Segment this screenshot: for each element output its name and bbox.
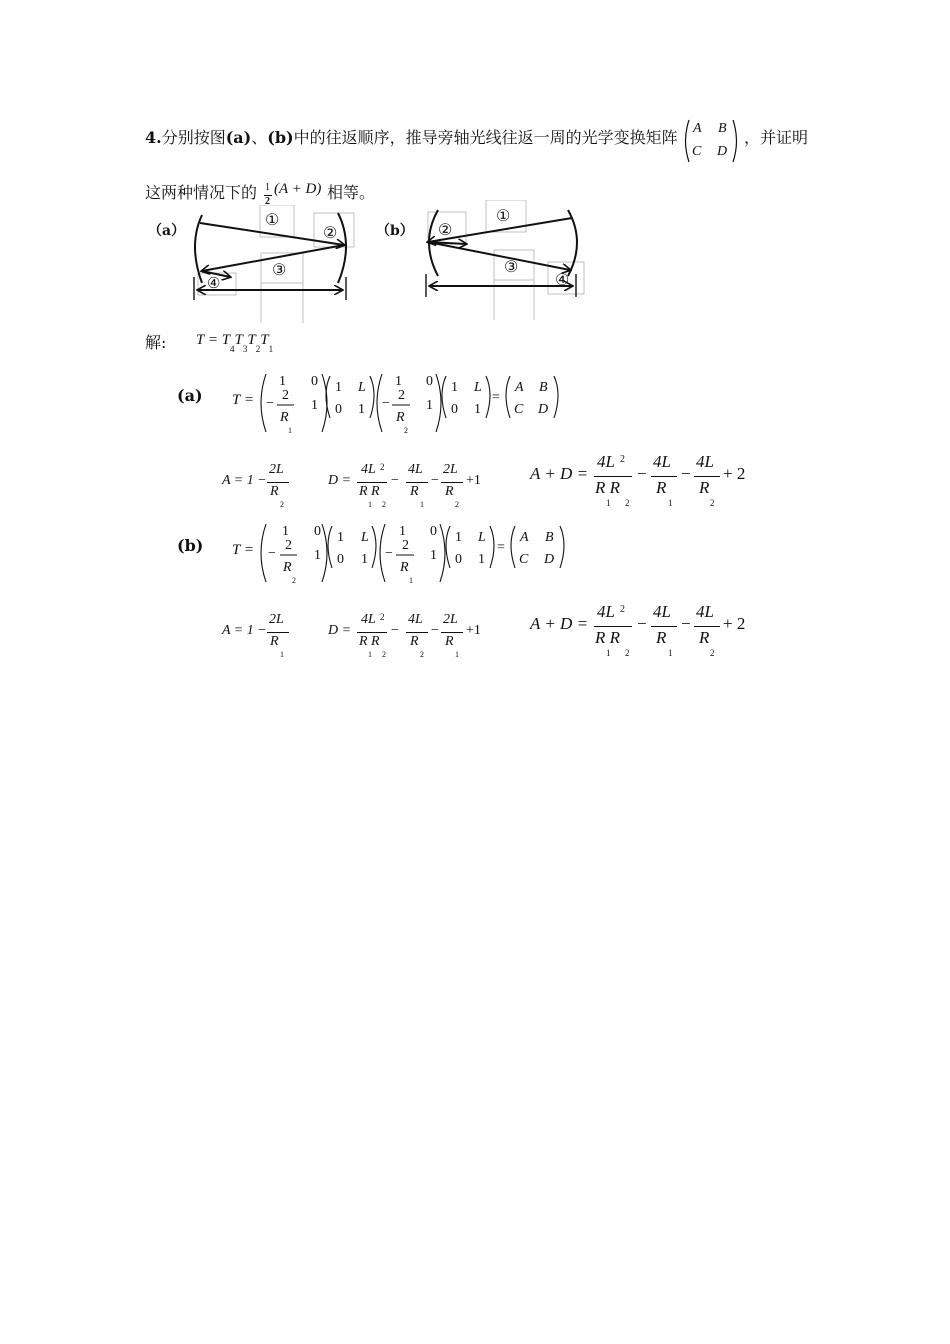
radius-subscript: 1 <box>420 500 424 509</box>
step-label-4: ④ <box>207 274 221 292</box>
formula-lhs: D = <box>328 623 352 638</box>
matrix-entry: 1 <box>282 524 289 539</box>
denominator: R <box>270 484 279 499</box>
matrix-entry: 0 <box>451 402 458 417</box>
radius-subscript: 1 <box>368 500 372 509</box>
radius-subscript: 2 <box>420 650 424 659</box>
denominator: R <box>445 484 454 499</box>
numerator: 4L <box>597 602 615 621</box>
matrix-entry: 2 <box>285 538 292 553</box>
matrix-entry: R <box>280 410 289 425</box>
minus-sign: − <box>681 614 691 633</box>
fraction-bar <box>694 476 720 477</box>
numerator: 2L <box>269 612 284 627</box>
radius-subscript: 2 <box>382 500 386 509</box>
matrix-entry: L <box>361 530 369 545</box>
matrix-product-a <box>230 370 570 436</box>
subscript: 1 <box>268 344 274 354</box>
matrix-entry: 0 <box>337 552 344 567</box>
matrix-entry: 0 <box>311 374 318 389</box>
radius-subscript: 2 <box>382 650 386 659</box>
radius-subscript: 1 <box>288 426 292 435</box>
matrix-entry: 2 <box>398 388 405 403</box>
fraction-bar <box>594 476 632 477</box>
step-label-1: ① <box>265 210 280 229</box>
matrix-entry: 0 <box>426 374 433 389</box>
trace-expression: (A + D) <box>274 181 322 197</box>
problem-text: 中的往返顺序，推导旁轴光线往返一周的光学变换矩阵 <box>293 128 678 147</box>
problem-line-1 <box>145 125 678 148</box>
fraction-bar <box>441 632 463 633</box>
step-label-2: ② <box>438 220 453 239</box>
step-label-1: ① <box>496 206 511 225</box>
matrix-entry: − <box>266 396 274 411</box>
matrix-product-b <box>230 520 575 586</box>
denominator: R R <box>359 634 380 649</box>
formula-trace-b <box>530 600 760 662</box>
matrix-entry: R <box>396 410 405 425</box>
step-label-4: ④ <box>555 270 570 289</box>
radius-subscript: 2 <box>280 500 284 509</box>
matrix-entry: L <box>474 380 482 395</box>
equals-sign: = <box>492 390 500 405</box>
matrix-entry: 1 <box>358 402 365 417</box>
radius-subscript: 1 <box>409 576 413 585</box>
fraction-bar <box>594 626 632 627</box>
formula-trace-a <box>530 450 760 512</box>
problem-line-2: 这两种情况下的 <box>145 183 258 202</box>
figure-label-a: （a） <box>148 223 186 239</box>
radius-subscript: 1 <box>606 648 611 658</box>
subscript: 2 <box>255 344 261 354</box>
radius-subscript: 2 <box>404 426 408 435</box>
matrix-entry: 1 <box>426 398 433 413</box>
minus-sign: − <box>637 614 647 633</box>
denominator: R R <box>359 484 380 499</box>
fraction-bar <box>357 632 387 633</box>
matrix-entry: 0 <box>314 524 321 539</box>
matrix-entry: 1 <box>314 548 321 563</box>
matrix-entry: A <box>515 380 524 395</box>
matrix-entry: D <box>544 552 555 567</box>
minus-sign: − <box>431 623 439 638</box>
problem-number: 4. <box>145 128 162 147</box>
numerator: 4L <box>408 462 423 477</box>
formula-lhs: A + D = <box>530 614 589 633</box>
transfer-product: $T = T_4T_3T_2T_1$ <box>196 332 274 354</box>
half-denominator: 2 <box>265 196 270 207</box>
denominator: R <box>410 634 419 649</box>
fraction-bar <box>267 482 289 483</box>
figure-ref-a: (a) <box>225 128 252 147</box>
minus-sign: − <box>391 623 399 638</box>
radius-subscript: 1 <box>606 498 611 508</box>
step-label-3: ③ <box>272 260 287 279</box>
part-label-a: (a) <box>177 386 203 405</box>
exponent: 2 <box>380 612 385 622</box>
step-label-2: ② <box>323 223 338 242</box>
figure-ref-b: (b) <box>267 128 294 147</box>
formula-tail: +1 <box>466 473 481 488</box>
matrix-entry: − <box>268 546 276 561</box>
numerator: 4L <box>361 612 376 627</box>
radius-subscript: 2 <box>292 576 296 585</box>
denominator: R <box>445 634 454 649</box>
radius-subscript: 1 <box>668 498 673 508</box>
numerator: 4L <box>653 452 671 471</box>
matrix-entry: B <box>539 380 548 395</box>
problem-text: ，并证明 <box>744 128 809 147</box>
fraction-bar <box>267 632 289 633</box>
matrix-entry: 0 <box>430 524 437 539</box>
matrix-entry: 1 <box>337 530 344 545</box>
numerator: 2L <box>443 462 458 477</box>
formula-D-a <box>328 460 498 512</box>
matrix-entry: C <box>514 402 524 417</box>
step-label-3: ③ <box>504 257 519 276</box>
formula-tail: + 2 <box>723 614 746 633</box>
matrix-entry: A <box>520 530 529 545</box>
minus-sign: − <box>391 473 399 488</box>
radius-subscript: 2 <box>455 500 459 509</box>
matrix-entry: B <box>545 530 554 545</box>
matrix-entry: 1 <box>455 530 462 545</box>
formula-A-a <box>222 460 312 512</box>
denominator: R R <box>595 628 621 647</box>
separator: 、 <box>251 128 268 147</box>
matrix-entry: 2 <box>402 538 409 553</box>
matrix-entry: 2 <box>282 388 289 403</box>
matrix-entry: 1 <box>311 398 318 413</box>
subscript: 3 <box>242 344 248 354</box>
formula-tail: +1 <box>466 623 481 638</box>
matrix-entry: 0 <box>335 402 342 417</box>
fraction-bar <box>406 632 428 633</box>
radius-subscript: 2 <box>625 648 630 658</box>
solution-label: 解: <box>145 333 167 352</box>
numerator: 4L <box>696 602 714 621</box>
numerator: 4L <box>653 602 671 621</box>
matrix-entry: 1 <box>451 380 458 395</box>
abcd-matrix-brackets <box>681 118 741 164</box>
radius-subscript: 1 <box>280 650 284 659</box>
matrix-entry: R <box>283 560 292 575</box>
matrix-entry: D <box>717 144 728 159</box>
formula-lhs: D = <box>328 473 352 488</box>
exponent: 2 <box>620 604 625 615</box>
numerator: 2L <box>443 612 458 627</box>
matrix-lhs: T = <box>232 392 254 408</box>
formula-tail: + 2 <box>723 464 746 483</box>
matrix-entry: R <box>400 560 409 575</box>
numerator: 4L <box>361 462 376 477</box>
denominator: R <box>699 478 710 497</box>
part-label-b: (b) <box>177 536 204 555</box>
figure-label-b: （b） <box>376 223 414 239</box>
subscript: 4 <box>230 344 235 354</box>
formula-lhs: A = 1 − <box>222 623 267 638</box>
matrix-entry: L <box>478 530 486 545</box>
matrix-lhs: T = <box>232 542 254 558</box>
formula-lhs: A = 1 − <box>222 473 267 488</box>
numerator: 2L <box>269 462 284 477</box>
exponent: 2 <box>380 462 385 472</box>
fraction-bar <box>357 482 387 483</box>
matrix-entry: 1 <box>474 402 481 417</box>
transfer-lhs: T = T <box>196 332 231 348</box>
problem-text: 相等。 <box>327 183 376 202</box>
radius-subscript: 2 <box>710 498 715 508</box>
radius-subscript: 2 <box>625 498 630 508</box>
fraction-bar <box>406 482 428 483</box>
minus-sign: − <box>431 473 439 488</box>
numerator: 4L <box>408 612 423 627</box>
formula-A-b <box>222 610 312 662</box>
matrix-entry: D <box>538 402 549 417</box>
matrix-entry: 1 <box>399 524 406 539</box>
denominator: R <box>270 634 279 649</box>
matrix-entry: A <box>693 121 702 136</box>
numerator: 4L <box>696 452 714 471</box>
denominator: R <box>656 628 667 647</box>
fraction-bar <box>651 476 677 477</box>
formula-lhs: A + D = <box>530 464 589 483</box>
formula-D-b <box>328 610 498 662</box>
fraction-bar <box>651 626 677 627</box>
matrix-entry: L <box>358 380 366 395</box>
matrix-entry: 1 <box>335 380 342 395</box>
equals-sign: = <box>497 540 505 555</box>
matrix-entry: 1 <box>478 552 485 567</box>
fraction-bar <box>441 482 463 483</box>
problem-text: 分别按图 <box>161 128 226 147</box>
radius-subscript: 2 <box>710 648 715 658</box>
fraction-bar <box>694 626 720 627</box>
exponent: 2 <box>620 454 625 465</box>
numerator: 4L <box>597 452 615 471</box>
matrix-entry: C <box>519 552 529 567</box>
minus-sign: − <box>637 464 647 483</box>
radius-subscript: 1 <box>368 650 372 659</box>
matrix-entry: 1 <box>279 374 286 389</box>
matrix-entry: 1 <box>430 548 437 563</box>
radius-subscript: 1 <box>668 648 673 658</box>
matrix-entry: 1 <box>361 552 368 567</box>
denominator: R <box>410 484 419 499</box>
half-numerator: 1 <box>265 182 270 193</box>
denominator: R <box>699 628 710 647</box>
radius-subscript: 1 <box>455 650 459 659</box>
matrix-entry: − <box>382 396 390 411</box>
matrix-entry: − <box>385 546 393 561</box>
matrix-entry: C <box>692 144 702 159</box>
matrix-entry: 0 <box>455 552 462 567</box>
matrix-entry: 1 <box>395 374 402 389</box>
denominator: R <box>656 478 667 497</box>
matrix-entry: B <box>718 121 727 136</box>
minus-sign: − <box>681 464 691 483</box>
denominator: R R <box>595 478 621 497</box>
